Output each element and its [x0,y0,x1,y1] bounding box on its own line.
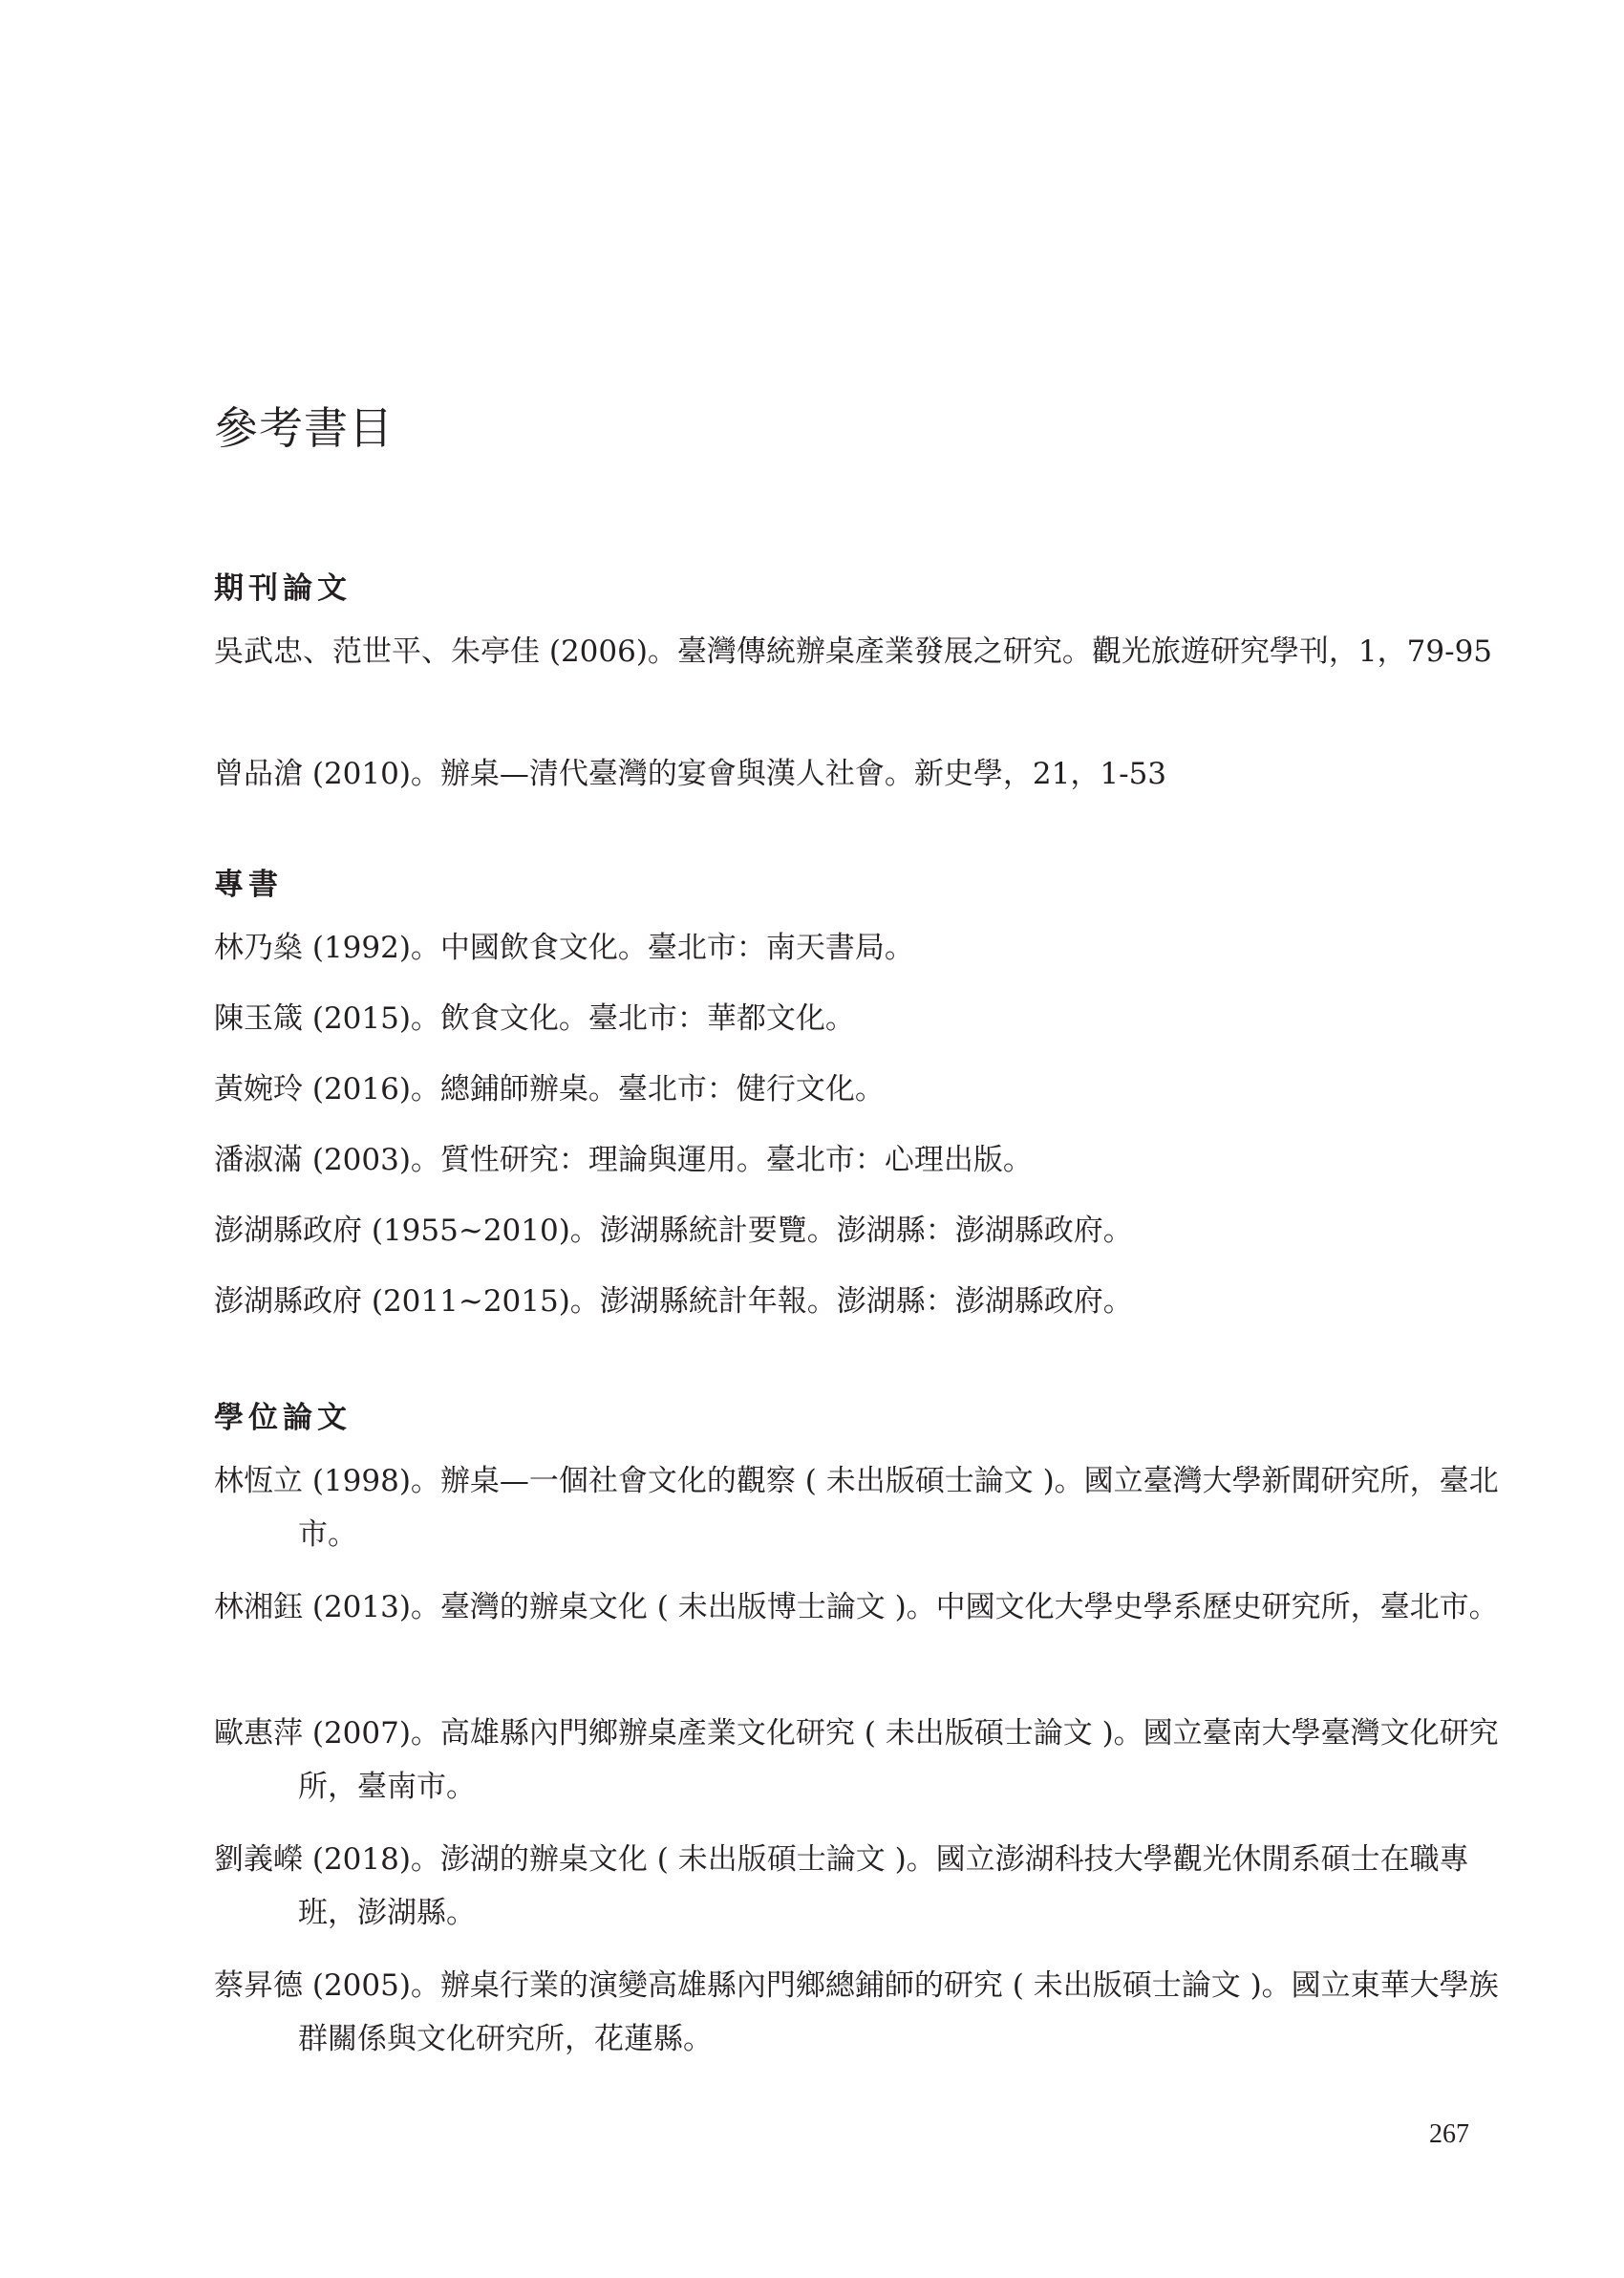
reference-entry: 林恆立 (1998)。辦桌—一個社會文化的觀察 ( 未出版碩士論文 )。國立臺灣大學新聞研究所，臺北市。 [214,1464,1499,1552]
section-heading-books: 專書 [214,868,283,902]
reference-entry: 黃婉玲 (2016)。總鋪師辦桌。臺北市：健行文化。 [214,1072,885,1107]
reference-entry: 林乃燊 (1992)。中國飲食文化。臺北市：南天書局。 [214,931,914,965]
section-heading-theses: 學位論文 [214,1401,352,1435]
page-title: 參考書目 [214,402,394,454]
reference-entry: 歐惠萍 (2007)。高雄縣內門鄉辦桌產業文化研究 ( 未出版碩士論文 )。國立臺南大學臺灣文化研究所，臺南市。 [214,1716,1499,1804]
reference-entry: 曾品滄 (2010)。辦桌—清代臺灣的宴會與漢人社會。新史學，21，1-53 [214,757,1167,791]
reference-entry: 林湘鈺 (2013)。臺灣的辦桌文化 ( 未出版博士論文 )。中國文化大學史學系歷史研究所，臺北市。 [214,1590,1499,1624]
reference-entry: 澎湖縣政府 (2011~2015)。澎湖縣統計年報。澎湖縣：澎湖縣政府。 [214,1284,1133,1319]
reference-entry: 陳玉箴 (2015)。飲食文化。臺北市：華都文化。 [214,1001,855,1036]
page-number: 267 [1429,2119,1469,2149]
reference-entry: 潘淑滿 (2003)。質性研究：理論與運用。臺北市：心理出版。 [214,1143,1033,1177]
section-heading-journals: 期刊論文 [214,571,352,606]
reference-entry: 吳武忠、范世平、朱亭佳 (2006)。臺灣傳統辦桌產業發展之研究。觀光旅遊研究學刊，1，79-95 [214,634,1493,669]
reference-entry: 劉義嶸 (2018)。澎湖的辦桌文化 ( 未出版碩士論文 )。國立澎湖科技大學觀光休閒系碩士在職專班，澎湖縣。 [214,1842,1469,1930]
reference-entry: 蔡昇德 (2005)。辦桌行業的演變高雄縣內門鄉總鋪師的研究 ( 未出版碩士論文 )。國立東華大學族群關係與文化研究所，花蓮縣。 [214,1968,1499,2056]
reference-entry: 澎湖縣政府 (1955~2010)。澎湖縣統計要覽。澎湖縣：澎湖縣政府。 [214,1214,1133,1248]
